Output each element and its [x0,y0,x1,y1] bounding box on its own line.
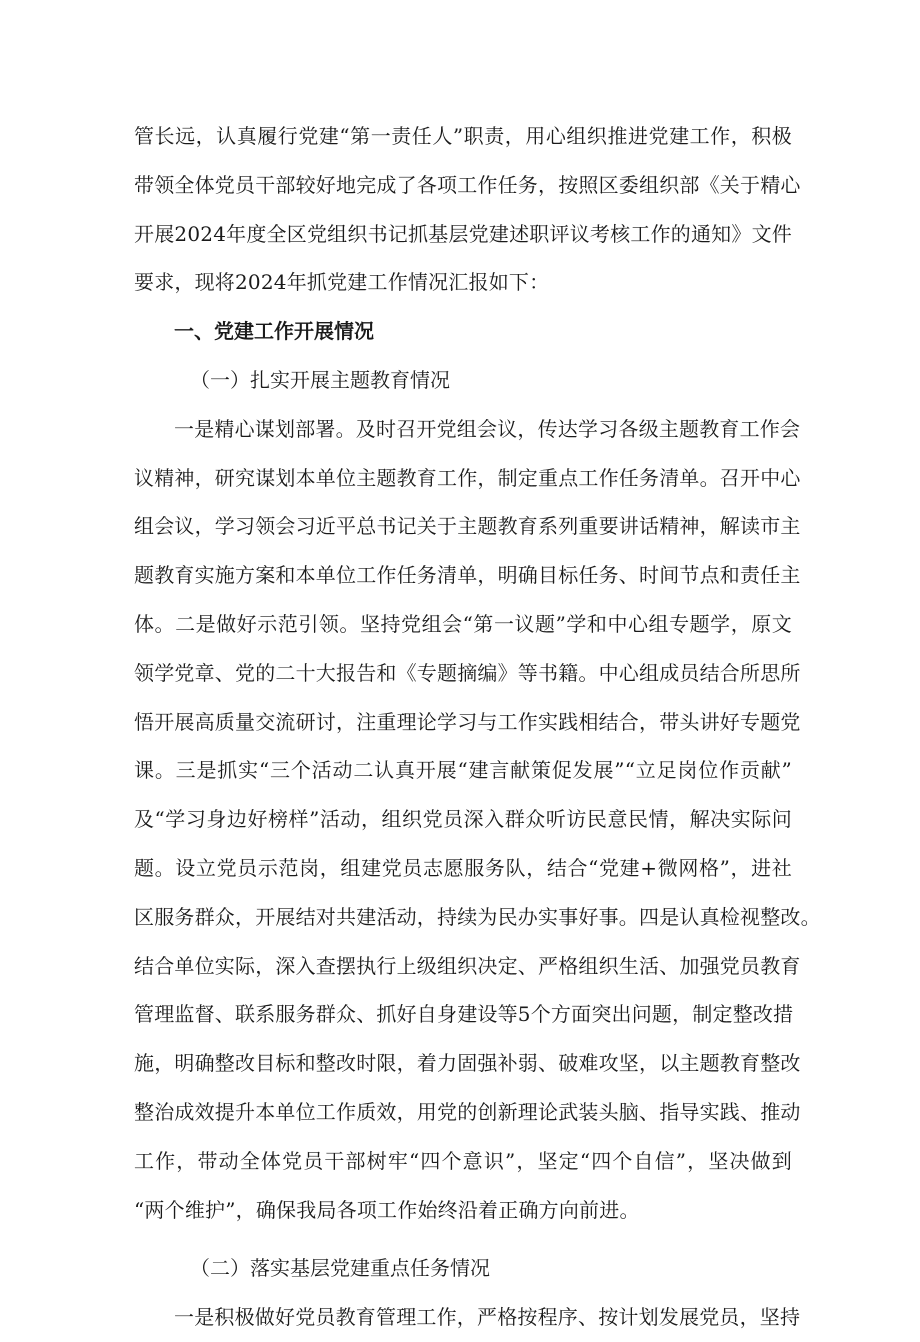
paragraph-line: 工作，带动全体党员干部树牢“四个意识”，坚定“四个自信”，坚决做到 [134,1148,792,1173]
paragraph-line: 议精神，研究谋划本单位主题教育工作，制定重点工作任务清单。召开中心 [134,465,801,490]
paragraph-line: 题。设立党员示范岗，组建党员志愿服务队，结合“党建+微网格”，进社 [134,855,792,880]
paragraph-line: 要求，现将2024年抓党建工作情况汇报如下： [134,270,550,295]
paragraph-line: 管理监督、联系服务群众、抓好自身建设等5个方面突出问题，制定整改措 [134,1002,794,1027]
subsection-2-paragraph [134,1293,801,1342]
paragraph-line: 整治成效提升本单位工作质效，用党的创新理论武装头脑、指导实践、推动 [134,1099,801,1124]
paragraph-line: “两个维护”，确保我局各项工作始终沿着正确方向前进。 [134,1197,640,1222]
subsection-1-paragraph [134,405,821,1235]
subsection-heading: （二）落实基层党建重点任务情况 [190,1256,490,1281]
paragraph-line: 体。二是做好示范引领。坚持党组会“第一议题”学和中心组专题学，原文 [134,611,792,636]
paragraph-line: 组会议，学习领会习近平总书记关于主题教育系列重要讲话精神，解读市主 [134,514,801,539]
paragraph-line: 一是积极做好党员教育管理工作，严格按程序、按计划发展党员，坚持 [174,1305,801,1330]
section-heading: 一、党建工作开展情况 [174,319,374,344]
paragraph-line: 一是精心谋划部署。及时召开党组会议，传达学习各级主题教育工作会 [174,416,801,441]
subsection-heading: （一）扎实开展主题教育情况 [190,367,450,392]
paragraph-line: 领学党章、党的二十大报告和《专题摘编》等书籍。中心组成员结合所思所 [134,660,801,685]
paragraph-line: 区服务群众，开展结对共建活动，持续为民办实事好事。四是认真检视整改。 [134,904,821,929]
paragraph-line: 开展2024年度全区党组织书记抓基层党建述职评议考核工作的通知》文件 [134,221,792,246]
paragraph-line: 及“学习身边好榜样”活动，组织党员深入群众听访民意民情，解决实际问 [134,807,792,832]
paragraph-line: 带领全体党员干部较好地完成了各项工作任务，按照区委组织部《关于精心 [134,172,801,197]
paragraph-line: 施，明确整改目标和整改时限，着力固强补弱、破难攻坚，以主题教育整改 [134,1051,801,1076]
intro-paragraph [134,112,801,307]
paragraph-line: 结合单位实际，深入查摆执行上级组织决定、严格组织生活、加强党员教育 [134,953,801,978]
paragraph-line: 管长远，认真履行党建“第一责任人”职责，用心组织推进党建工作，积极 [134,124,792,148]
paragraph-line: 课。三是抓实“三个活动二认真开展“建言献策促发展”“立足岗位作贡献” [134,758,792,783]
paragraph-line: 题教育实施方案和本单位工作任务清单，明确目标任务、时间节点和责任主 [134,563,801,588]
paragraph-line: 悟开展高质量交流研讨，注重理论学习与工作实践相结合，带头讲好专题党 [134,709,801,734]
